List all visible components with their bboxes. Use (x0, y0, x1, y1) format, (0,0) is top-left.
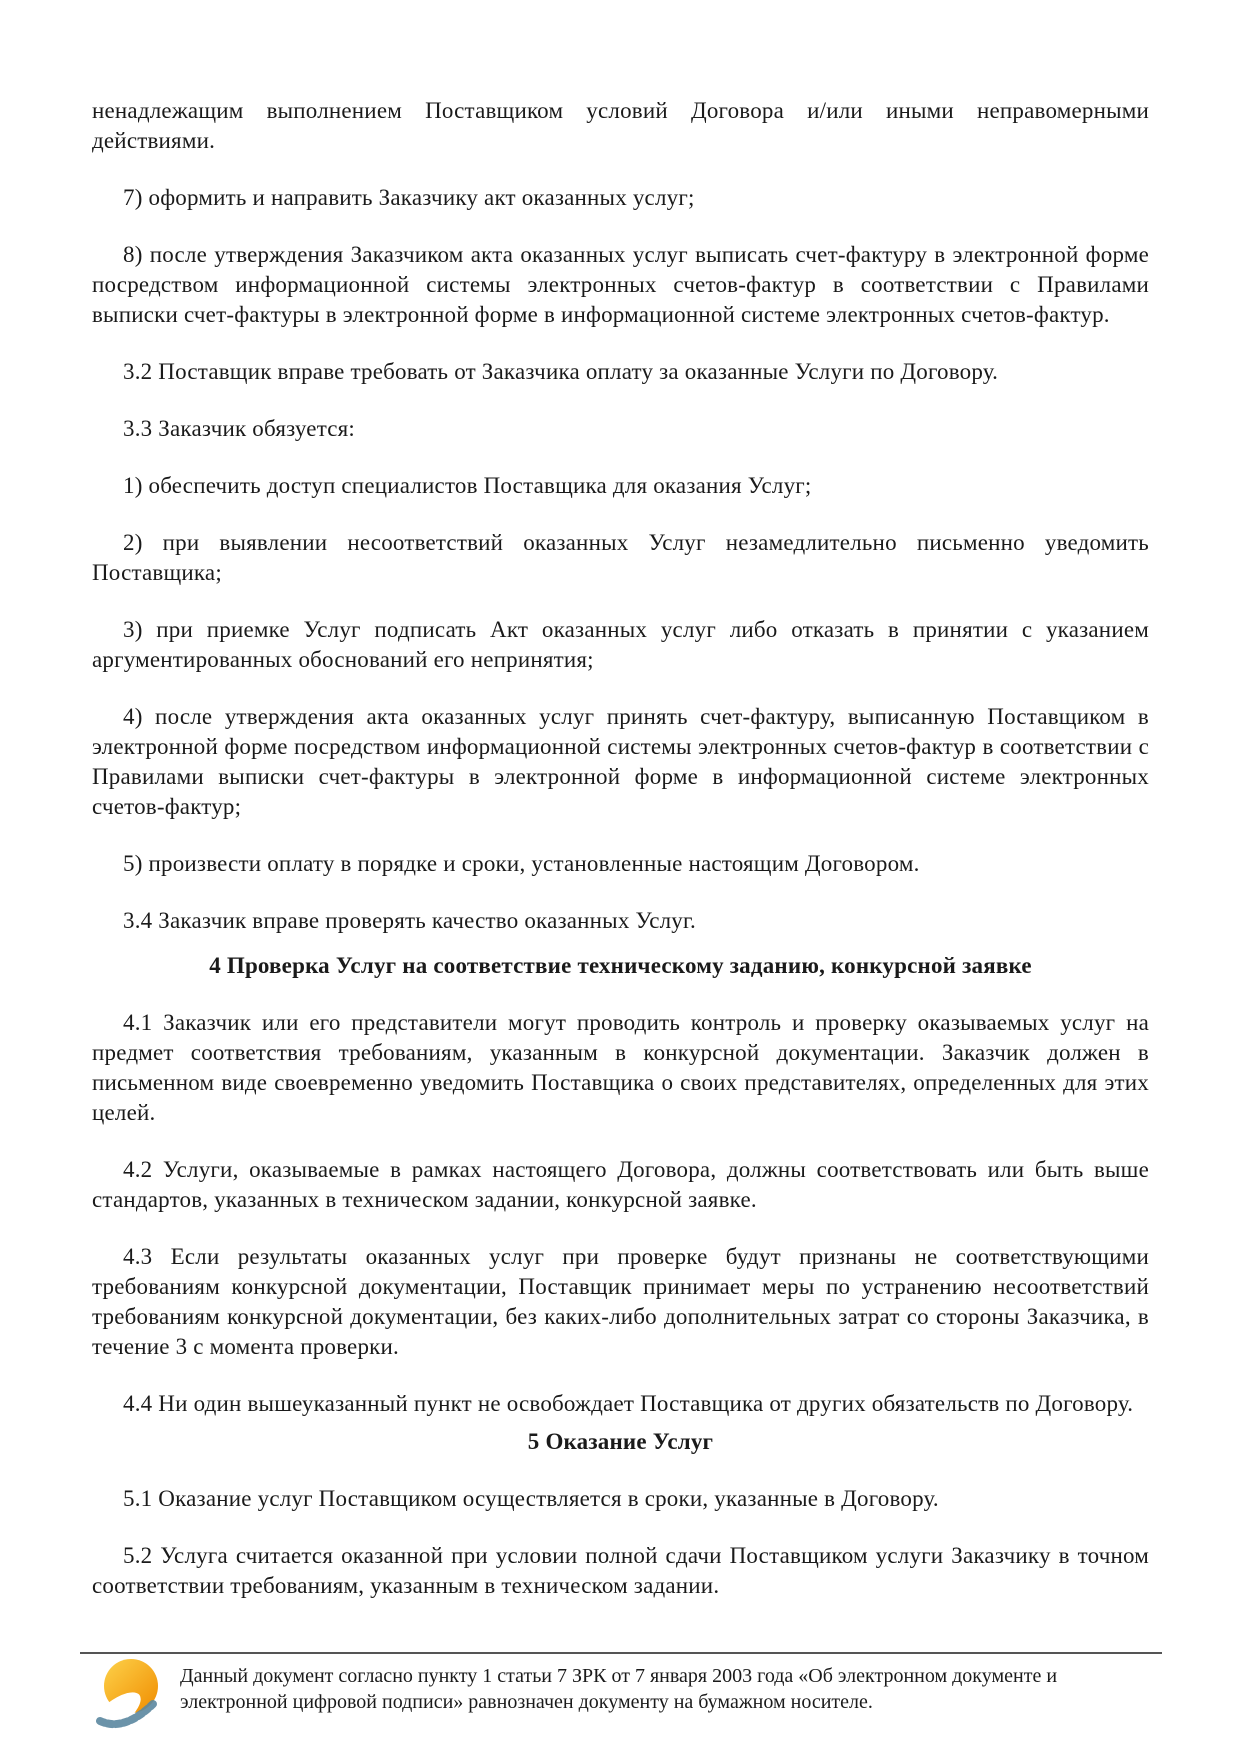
contract-paragraph: ненадлежащим выполнением Поставщиком условий Договора и/или иными неправомерными действиями. (92, 98, 1149, 153)
goszakup-logo-icon (90, 1657, 166, 1737)
contract-paragraph: 1) обеспечить доступ специалистов Поставщика для оказания Услуг; (123, 473, 812, 498)
contract-paragraph: 7) оформить и направить Заказчику акт оказанных услуг; (123, 185, 695, 210)
section-heading-4: 4 Проверка Услуг на соответствие техническому заданию, конкурсной заявке (209, 953, 1032, 978)
contract-paragraph: 4.4 Ни один вышеуказанный пункт не освобождает Поставщика от других обязательств по Договору. (123, 1391, 1134, 1416)
contract-paragraph: 3.3 Заказчик обязуется: (123, 416, 356, 441)
footer-divider (80, 1652, 1162, 1737)
contract-paragraph: 3.4 Заказчик вправе проверять качество оказанных Услуг. (123, 908, 696, 933)
document-body (92, 96, 1149, 1601)
contract-paragraph: 4.3 Если результаты оказанных услуг при проверке будут признаны не соответствующими требованиям конкурсной документации, Поставщик принимает меры по устранению несоответствий требованиям конкурсной документации, без каких-либо дополнительных затрат со стороны Заказчика, в течение 3 с момента проверки. (92, 1244, 1149, 1359)
contract-paragraph: 5) произвести оплату в порядке и сроки, установленные настоящим Договором. (123, 851, 920, 876)
footer (80, 1654, 1162, 1737)
contract-paragraph: 4.2 Услуги, оказываемые в рамках настоящего Договора, должны соответствовать или быть выше стандартов, указанных в техническом задании, конкурсной заявке. (92, 1157, 1149, 1212)
contract-paragraph: 4.1 Заказчик или его представители могут проводить контроль и проверку оказываемых услуг на предмет соответствия требованиям, указанным в конкурсной документации. Заказчик должен в письменном виде своевременно уведомить Поставщика о своих представителях, определенных для этих целей. (92, 1010, 1149, 1125)
contract-paragraph: 2) при выявлении несоответствий оказанных Услуг незамедлительно письменно уведомить Поставщика; (92, 530, 1149, 585)
legal-note: Данный документ согласно пункту 1 статьи 7 ЗРК от 7 января 2003 года «Об электронном документе и электронной цифровой подписи» равнозначен документу на бумажном носителе. (180, 1665, 1058, 1713)
contract-paragraph: 5.2 Услуга считается оказанной при условии полной сдачи Поставщиком услуги Заказчику в точном соответствии требованиям, указанным в техническом задании. (92, 1543, 1149, 1598)
contract-paragraph: 4) после утверждения акта оказанных услуг принять счет-фактуру, выписанную Поставщиком в электронной форме посредством информационной системы электронных счетов-фактур в соответствии с Правилами выписки счет-фактуры в электронной форме в информационной системе электронных счетов-фактур; (92, 704, 1149, 819)
contract-paragraph: 8) после утверждения Заказчиком акта оказанных услуг выписать счет-фактуру в электронной форме посредством информационной системы электронных счетов-фактур в соответствии с Правилами выписки счет-фактуры в электронной форме в информационной системе электронных счетов-фактур. (92, 242, 1149, 327)
contract-paragraph: 3.2 Поставщик вправе требовать от Заказчика оплату за оказанные Услуги по Договору. (123, 359, 999, 384)
contract-paragraph: 3) при приемке Услуг подписать Акт оказанных услуг либо отказать в принятии с указанием аргументированных обоснований его непринятия; (92, 617, 1149, 672)
section-heading-5: 5 Оказание Услуг (527, 1429, 714, 1454)
contract-paragraph: 5.1 Оказание услуг Поставщиком осуществляется в сроки, указанные в Договору. (123, 1486, 939, 1511)
